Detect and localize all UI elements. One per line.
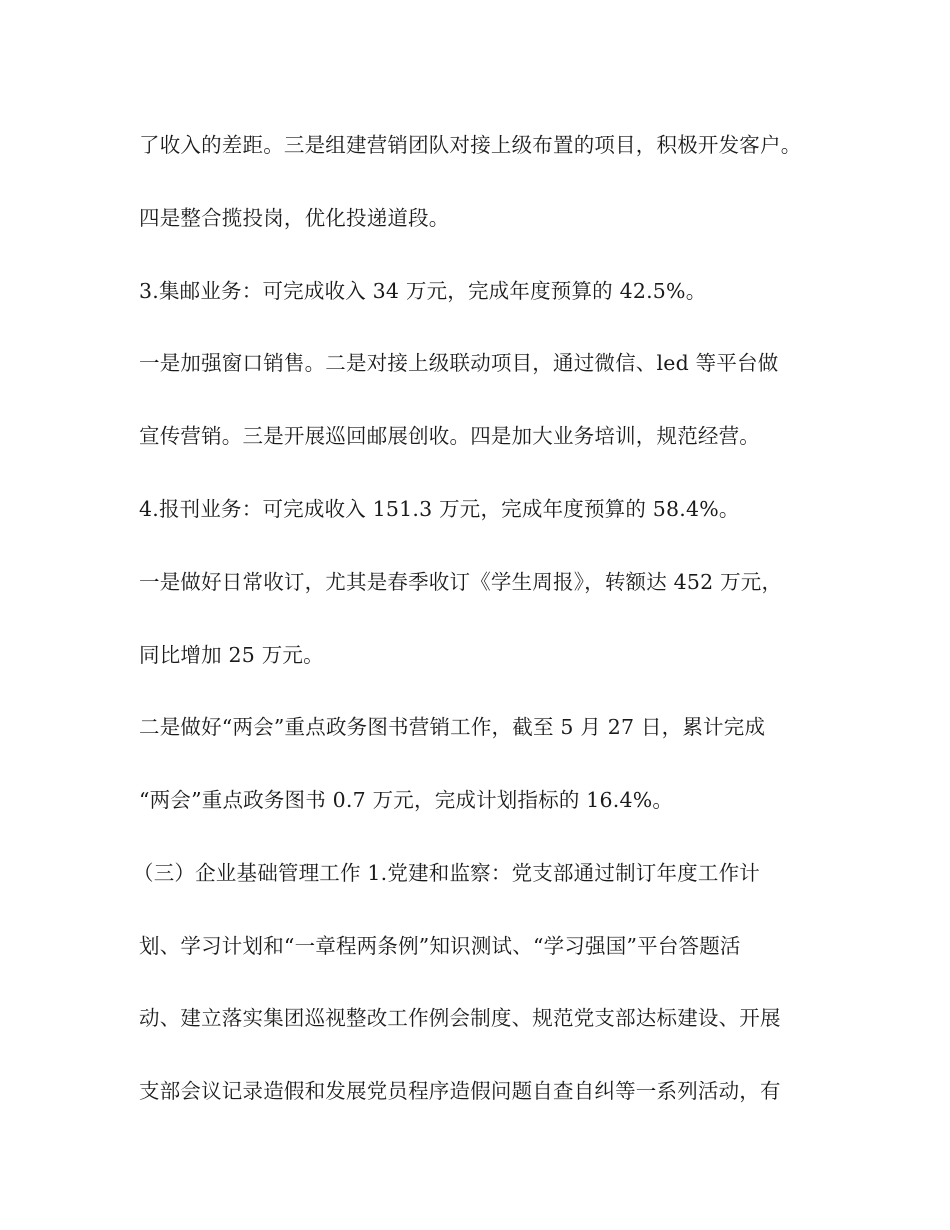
section-heading-philately: 3.集邮业务：可完成收入 34 万元，完成年度预算的 42.5%。	[139, 279, 707, 303]
text-line: 一是加强窗口销售。二是对接上级联动项目，通过微信、led 等平台做	[139, 351, 779, 375]
section-heading-management: （三）企业基础管理工作 1.党建和监察：党支部通过制订年度工作计	[133, 861, 760, 885]
section-heading-newspaper: 4.报刊业务：可完成收入 151.3 万元，完成年度预算的 58.4%。	[139, 497, 740, 521]
text-line: 同比增加 25 万元。	[139, 643, 324, 667]
text-line: 一是做好日常收订，尤其是春季收订《学生周报》，转额达 452 万元，	[139, 570, 783, 594]
text-line: 四是整合揽投岗，优化投递道段。	[139, 206, 450, 230]
text-line: “两会”重点政务图书 0.7 万元，完成计划指标的 16.4%。	[139, 788, 674, 812]
text-line: 动、建立落实集团巡视整改工作例会制度、规范党支部达标建设、开展	[139, 1006, 781, 1030]
text-line: 划、学习计划和“一章程两条例”知识测试、“学习强国”平台答题活	[139, 934, 741, 958]
text-line: 二是做好“两会”重点政务图书营销工作，截至 5 月 27 日，累计完成	[139, 715, 766, 739]
text-line: 宣传营销。三是开展巡回邮展创收。四是加大业务培训，规范经营。	[139, 424, 760, 448]
text-line: 了收入的差距。三是组建营销团队对接上级布置的项目，积极开发客户。	[139, 133, 802, 157]
text-line: 支部会议记录造假和发展党员程序造假问题自查自纠等一系列活动，有	[139, 1079, 781, 1103]
